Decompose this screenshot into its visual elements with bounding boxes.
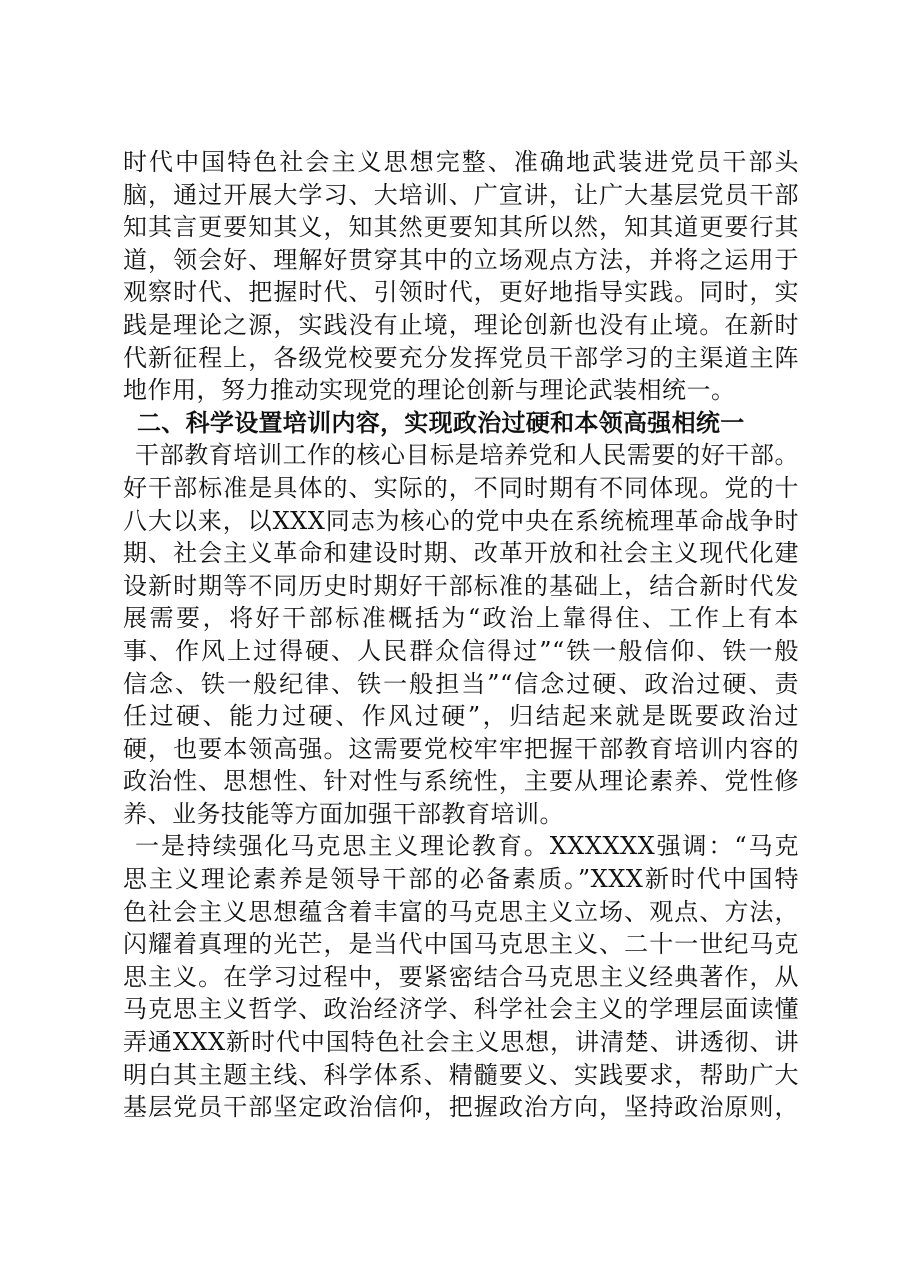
paragraph-3 bbox=[123, 830, 799, 1123]
text-line: 养、业务技能等方面加强干部教育培训。 bbox=[123, 799, 564, 828]
text-line: 思主义。在学习过程中，要紧密结合马克思主义经典著作，从 bbox=[123, 962, 799, 991]
text-line: 任过硬、能力过硬、作风过硬”，归结起来就是既要政治过 bbox=[123, 702, 799, 731]
text-line: 知其言更要知其义，知其然更要知其所以然，知其道更要行其 bbox=[123, 213, 799, 242]
text-line: 马克思主义哲学、政治经济学、科学社会主义的学理层面读懂 bbox=[123, 995, 799, 1024]
text-line: 期、社会主义革命和建设时期、改革开放和社会主义现代化建 bbox=[123, 539, 799, 568]
document-page bbox=[123, 146, 799, 1124]
text-line: 代新征程上，各级党校要充分发挥党员干部学习的主渠道主阵 bbox=[123, 343, 799, 372]
text-line: 好干部标准是具体的、实际的，不同时期有不同体现。党的十 bbox=[123, 473, 799, 502]
text-line: 硬，也要本领高强。这需要党校牢牢把握干部教育培训内容的 bbox=[123, 734, 799, 763]
text-line: 政治性、思想性、针对性与系统性，主要从理论素养、党性修 bbox=[123, 767, 799, 796]
text-line: 脑，通过开展大学习、大培训、广宣讲，让广大基层党员干部 bbox=[123, 180, 799, 209]
text-line: 思主义理论素养是领导干部的必备素质。”XXX新时代中国特 bbox=[123, 865, 799, 894]
text-line: 明白其主题主线、科学体系、精髓要义、实践要求，帮助广大 bbox=[123, 1060, 799, 1089]
text-line: 闪耀着真理的光芒，是当代中国马克思主义、二十一世纪马克 bbox=[123, 930, 799, 959]
text-line: 观察时代、把握时代、引领时代，更好地指导实践。同时，实 bbox=[123, 278, 799, 307]
text-line: 干部教育培训工作的核心目标是培养党和人民需要的好干部。 bbox=[135, 441, 799, 470]
text-line: 地作用，努力推动实现党的理论创新与理论武装相统一。 bbox=[123, 376, 736, 405]
text-line: 弄通XXX新时代中国特色社会主义思想，讲清楚、讲透彻、讲 bbox=[123, 1028, 799, 1057]
paragraph-2 bbox=[123, 439, 799, 830]
text-line: 展需要，将好干部标准概括为“政治上靠得住、工作上有本 bbox=[123, 604, 799, 633]
text-line: 道，领会好、理解好贯穿其中的立场观点方法，并将之运用于 bbox=[123, 245, 799, 274]
text-line: 基层党员干部坚定政治信仰，把握政治方向，坚持政治原则， bbox=[123, 1093, 799, 1122]
section-heading: 二、科学设置培训内容，实现政治过硬和本领高强相统一 bbox=[137, 408, 745, 437]
text-line: 时代中国特色社会主义思想完整、准确地武装进党员干部头 bbox=[123, 148, 799, 176]
text-line: 八大以来，以XXX同志为核心的党中央在系统梳理革命战争时 bbox=[123, 506, 799, 535]
text-line: 信念、铁一般纪律、铁一般担当”“信念过硬、政治过硬、责 bbox=[123, 669, 799, 698]
text-line: 事、作风上过得硬、人民群众信得过”“铁一般信仰、铁一般 bbox=[123, 636, 799, 665]
text-line: 色社会主义思想蕴含着丰富的马克思主义立场、观点、方法， bbox=[123, 897, 799, 926]
text-line: 践是理论之源，实践没有止境，理论创新也没有止境。在新时 bbox=[123, 310, 799, 339]
text-line: 一是持续强化马克思主义理论教育。XXXXXX强调：“马克 bbox=[135, 832, 799, 861]
text-line: 设新时期等不同历史时期好干部标准的基础上，结合新时代发 bbox=[123, 571, 799, 600]
paragraph-1 bbox=[123, 146, 799, 407]
